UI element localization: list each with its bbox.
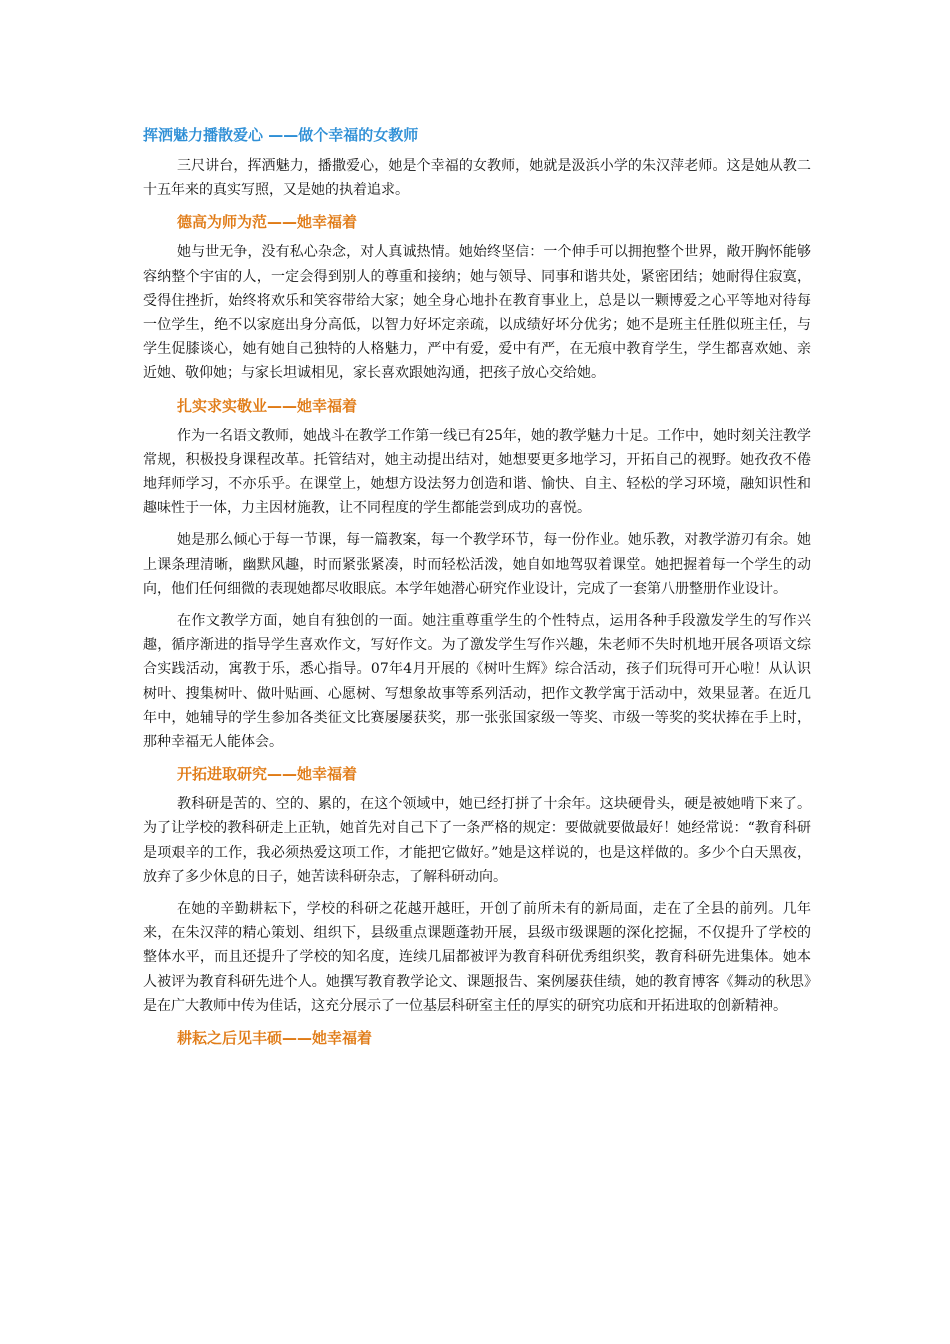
section-3-paragraph-2: 在她的辛勤耕耘下，学校的科研之花越开越旺，开创了前所未有的新局面，走在了全县的前列。几年来，在朱汉萍的精心策划、组织下，县级重点课题蓬勃开展，县级市级课题的深化挖掘，不仅提升了学校的整体水平，而且还提升了学校的知名度，连续几届都被评为教育科研优秀组织奖，教育科研先进集体。她本人被评为教育科研先进个人。她撰写教育教学论文、课题报告、案例屡获佳绩，她的教育博客《舞动的秋思》是在广大教师中传为佳话，这充分展示了一位基层科研室主任的厚实的研究功底和开拓进取的创新精神。: [143, 901, 811, 1014]
document-title: 挥洒魅力播散爱心 ——做个幸福的女教师: [143, 126, 419, 144]
section-2-paragraph-1: 作为一名语文教师，她战斗在教学工作第一线已有25年，她的教学魅力十足。工作中，她时刻关注教学常规，积极投身课程改革。托管结对，她主动提出结对，她想要更多地学习，开拓自己的视野。她孜孜不倦地拜师学习，不亦乐乎。在课堂上，她想方设法努力创造和谐、愉快、自主、轻松的学习环境，融知识性和趣味性于一体，力主因材施教，让不同程度的学生都能尝到成功的喜悦。: [143, 427, 811, 517]
document-body: [143, 124, 811, 1056]
intro-paragraph: 三尺讲台，挥洒魅力，播撒爱心，她是个幸福的女教师，她就是汲浜小学的朱汉萍老师。这是她从教二十五年来的真实写照，又是她的执着追求。: [143, 158, 811, 199]
section-heading-3: 开拓进取研究——她幸福着: [177, 765, 358, 784]
section-2-paragraph-3: 在作文教学方面，她自有独创的一面。她注重尊重学生的个性特点，运用各种手段激发学生的写作兴趣，循序渐进的指导学生喜欢作文，写好作文。为了激发学生写作兴趣，朱老师不失时机地开展各项语文综合实践活动，寓教于乐，悉心指导。07年4月开展的《树叶生辉》综合活动，孩子们玩得可开心啦！从认识树叶、搜集树叶、做叶贴画、心愿树、写想象故事等系列活动，把作文教学寓于活动中，效果显著。在近几年中，她辅导的学生参加各类征文比赛屡屡获奖，那一张张国家级一等奖、市级一等奖的奖状捧在手上时，那种幸福无人能体会。: [143, 613, 811, 751]
section-heading-2: 扎实求实敬业——她幸福着: [177, 396, 358, 415]
section-1-paragraph-1: 她与世无争，没有私心杂念，对人真诚热情。她始终坚信：一个伸手可以拥抱整个世界，敞开胸怀能够容纳整个宇宙的人，一定会得到别人的尊重和接纳；她与领导、同事和谐共处，紧密团结；她耐得住寂寞，受得住挫折，始终将欢乐和笑容带给大家；她全身心地扑在教育事业上，总是以一颗博爱之心平等地对待每一位学生，绝不以家庭出身分高低，以智力好坏定亲疏，以成绩好坏分优劣；她不是班主任胜似班主任，与学生促膝谈心，她有她自己独特的人格魅力，严中有爱，爱中有严，在无痕中教育学生，学生都喜欢她、亲近她、敬仰她；与家长坦诚相见，家长喜欢跟她沟通，把孩子放心交给她。: [143, 244, 811, 382]
section-2-paragraph-2: 她是那么倾心于每一节课，每一篇教案，每一个教学环节，每一份作业。她乐教，对教学游刃有余。她上课条理清晰，幽默风趣，时而紧张紧凑，时而轻松活泼，她自如地驾驭着课堂。她把握着每一个学生的动向，他们任何细微的表现她都尽收眼底。本学年她潜心研究作业设计，完成了一套第八册整册作业设计。: [143, 532, 811, 597]
section-heading-4: 耕耘之后见丰硕——她幸福着: [177, 1029, 373, 1048]
section-3-paragraph-1: 教科研是苦的、空的、累的，在这个领域中，她已经打拼了十余年。这块硬骨头，硬是被她啃下来了。为了让学校的教科研走上正轨，她首先对自己下了一条严格的规定：要做就要做最好！她经常说：“教育科研是项艰辛的工作，我必须热爱这项工作，才能把它做好。”她是这样说的，也是这样做的。多少个白天黑夜，放弃了多少休息的日子，她苦读科研杂志，了解科研动向。: [143, 796, 811, 885]
section-heading-1: 德高为师为范——她幸福着: [177, 213, 358, 232]
